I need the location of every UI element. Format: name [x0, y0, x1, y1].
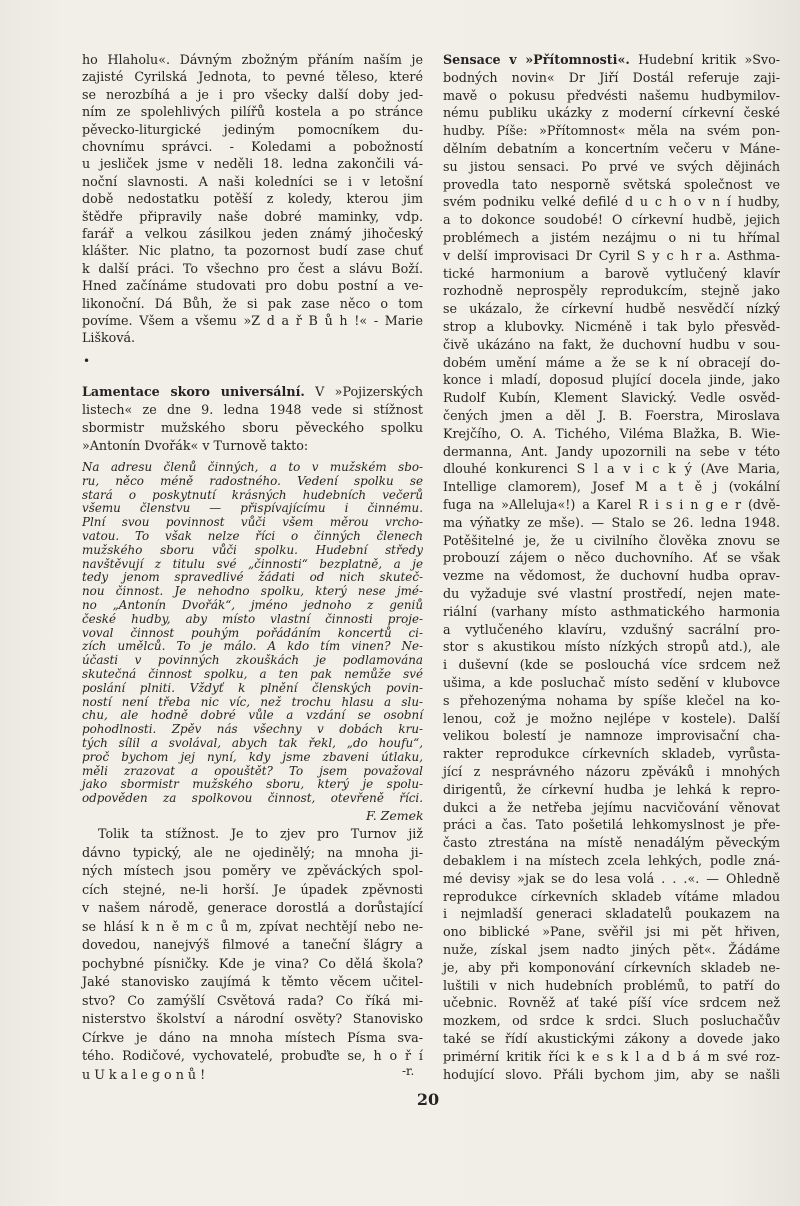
text-line — [443, 1031, 780, 1047]
line-text: učebnic. Rovněž ať také píší více srdcem než — [443, 995, 780, 1011]
text-line — [443, 995, 780, 1011]
line-text: povíme. Všem a všemu »Z d a ř B ů h !« - Marie — [82, 313, 423, 328]
text-line — [443, 70, 780, 86]
quote-line — [82, 501, 423, 515]
line-text: k další práci. To všechno pro čest a slávu Boží. — [82, 260, 423, 276]
text-line — [443, 1013, 780, 1029]
text-line — [82, 420, 423, 436]
text-line — [443, 283, 780, 299]
text-line — [443, 479, 780, 495]
line-text: proč bychom jej nyní, kdy jsme zbaveni útlaku, — [82, 749, 423, 764]
quote-line — [82, 515, 423, 529]
line-text: ušima, a kde posluchač místo sedění v klubovce — [443, 675, 780, 690]
text-line — [443, 817, 780, 833]
line-text: Tolik ta stížnost. Je to zjev pro Turnov již — [98, 826, 423, 841]
line-text: pohodlnosti. Zpěv nás všechny v dobách kru- — [82, 722, 423, 737]
text-line — [443, 212, 780, 228]
text-line — [443, 497, 780, 513]
text-line — [443, 426, 780, 442]
text-line — [82, 956, 423, 972]
text-line — [443, 141, 780, 157]
line-text: reprodukce církevních skladeb vítáme mladou — [443, 888, 780, 904]
text-line — [443, 390, 780, 406]
text-line — [82, 296, 423, 312]
line-text: klášter. Nic platno, ta pozornost budí zase chuť — [82, 243, 423, 259]
quote-line — [82, 598, 423, 612]
line-text: mé devisy »jak se do lesa volá . . .«. — Ohledně — [443, 870, 780, 886]
line-text: lenou, což je možno nejlépe v kostele). Další — [443, 710, 780, 726]
line-text: dirigentů, že církevní hudba je lehká k repro- — [443, 781, 780, 797]
text-line — [443, 177, 780, 193]
text-line — [82, 191, 423, 207]
text-line — [82, 993, 423, 1009]
line-text: likonoční. Dá Bůh, že si pak zase něco o tom — [82, 295, 423, 311]
quote-line — [82, 612, 423, 626]
line-text: nuže, získal jsem nadto jiných pět«. Žádáme — [443, 942, 780, 957]
text-line — [82, 882, 423, 898]
line-text: nisterstvo školství a národní osvěty? Stanovisko — [82, 1011, 423, 1026]
text-line — [82, 156, 423, 172]
line-text: se ukázalo, že církevní hudbě nesvědčí nízký — [443, 301, 780, 317]
text-line — [82, 226, 423, 242]
text-line — [443, 52, 780, 68]
line-text: nou činnost. Je nehodno spolku, který nese jmé- — [82, 584, 423, 599]
line-text: tedy jenom spravedlivé žádati od nich skuteč- — [82, 570, 423, 585]
line-text: vatou. To však nelze říci o činných členech — [82, 529, 423, 543]
line-text: listech« ze dne 9. ledna 1948 vede si stížnost — [82, 402, 423, 417]
line-text: mozkem, od srdce k srdci. Sluch posluchačův — [443, 1013, 780, 1029]
text-line — [82, 261, 423, 277]
line-text: Na adresu členů činných, a to v mužském sbo- — [82, 460, 423, 474]
line-text: dělním debatním a koncertním večeru v Máne- — [443, 141, 780, 156]
quote-line — [82, 626, 423, 640]
text-line — [443, 800, 780, 816]
line-text: tické harmonium a barově vytlučený klavír — [443, 265, 780, 281]
section-bullet: • — [83, 354, 91, 368]
line-text: Plní svou povinnost vůči všem měrou vrcho- — [82, 515, 423, 530]
text-line — [443, 711, 780, 727]
letter-signature: F. Zemek — [366, 808, 424, 823]
line-text: v našem národě, generace dorostlá a dorůstající — [82, 900, 423, 915]
line-text: Církve je dáno na mnoha místech Písma sva- — [82, 1029, 423, 1045]
text-line — [443, 194, 780, 210]
line-text: Potěšitelné je, že u civilního člověka znovu se — [443, 532, 780, 548]
text-line — [443, 355, 780, 371]
quote-line — [82, 488, 423, 502]
quote-line — [82, 777, 423, 791]
text-line — [443, 88, 780, 104]
line-text: velikou bolestí je namnoze improvisační cha- — [443, 728, 780, 744]
line-text: čivě ukázáno na fakt, že duchovní hudbu v sou- — [443, 336, 780, 352]
line-text: poslání plniti. Vždyť k plnění členských povin- — [82, 680, 423, 695]
text-line — [443, 728, 780, 744]
line-text: s přehozenýma nohama by spíše klečel na ko- — [443, 692, 780, 708]
line-text: cích stejné, ne-li horší. Je úpadek zpěvnosti — [82, 881, 423, 897]
text-line — [443, 871, 780, 887]
line-text: du vyžaduje své vlastní prostředí, nejen mate- — [443, 586, 780, 601]
text-line — [443, 515, 780, 531]
line-text: chu, ale hodně dobré vůle a vzdání se osobní — [82, 708, 423, 723]
quote-line — [82, 557, 423, 571]
section-heading: Lamentace skoro universální. — [82, 384, 305, 399]
text-line — [82, 863, 423, 879]
line-text: dermanna, Ant. Jandy upozornili na sebe v této — [443, 443, 780, 459]
quote-line — [82, 653, 423, 667]
text-line — [443, 978, 780, 994]
text-line — [443, 622, 780, 638]
text-line — [443, 906, 780, 922]
line-text: se nerozbíhá a je i pro všecky další doby jed- — [82, 86, 423, 102]
quote-line — [82, 750, 423, 764]
line-text: se hlásí k n ě m c ů m, zpívat nechtějí nebo ne- — [82, 918, 423, 934]
line-text: bodných novin« Dr Jiří Dostál referuje zaji- — [443, 69, 780, 85]
text-line — [443, 960, 780, 976]
line-text: dlouhé konkurenci S l a v i c k ý (Ave Maria, — [443, 461, 780, 477]
text-line — [443, 248, 780, 264]
line-text: problémech a jistém nezájmu o ni tu hřímal — [443, 230, 780, 245]
line-text: provedla tato nesporně světská společnost ve — [443, 176, 780, 192]
line-text: dukci a že netřeba jejímu nacvičování věnovat — [443, 799, 780, 815]
line-text: zajisté Cyrilská Jednota, to pevné těleso, které — [82, 69, 423, 85]
text-line — [82, 87, 423, 103]
line-text: ností není třeba nic víc, než trochu hlasu a slu- — [82, 694, 423, 709]
line-text: vezme na vědomost, že duchovní hudba oprav- — [443, 568, 780, 584]
line-text: jící z nesprávného názoru zpěváků i mnohých — [443, 764, 780, 779]
text-line — [82, 438, 423, 454]
line-text: i nejmladší generaci skladatelů poukazem na — [443, 906, 780, 922]
text-line — [82, 122, 423, 138]
line-text: nému publiku ukázky z moderní církevní české — [443, 105, 780, 121]
text-line — [443, 657, 780, 673]
section-heading: Sensace v »Přítomnosti«. — [443, 52, 630, 67]
line-text: luštili v nich hudebních problémů, to patří do — [443, 977, 780, 993]
line-text: ono biblické »Pane, svěřil jsi mi pět hřiven, — [443, 924, 780, 940]
line-text: hodující slovo. Přáli bychom jim, aby se našli — [443, 1066, 780, 1082]
line-text: tého. Rodičové, vychovatelé, probuďte se, h o ř í — [82, 1048, 423, 1063]
line-text: navštěvují z titulu své „činnosti“ bezplatně, a je — [82, 556, 423, 571]
line-text: sbormistr mužského sboru pěveckého spolku — [82, 420, 423, 435]
quote-line — [82, 543, 423, 557]
line-text: české hudby, aby místo vlastní činnosti proje- — [82, 611, 423, 626]
text-line — [443, 782, 780, 798]
line-text: Hudební kritik »Svo- — [629, 52, 780, 67]
text-line — [443, 372, 780, 388]
quote-line — [82, 667, 423, 681]
text-line — [443, 853, 780, 869]
text-line — [443, 924, 780, 940]
quote-line — [82, 764, 423, 778]
line-text: dovedou, nanejvýš filmové a taneční šlágry a — [82, 937, 423, 952]
line-text: mavě o pokusu předvésti našemu hudbymilov- — [443, 87, 780, 103]
line-text: svém podniku velké defilé d u c h o v n í hudby, — [443, 194, 780, 210]
line-text: také se řídí akustickými zákony a dovede jako — [443, 1031, 780, 1046]
text-line — [82, 974, 423, 990]
text-line — [443, 746, 780, 762]
line-text: ma výňatky ze mše). — Stalo se 26. ledna 1948. — [443, 514, 780, 530]
quote-line — [82, 570, 423, 584]
line-text: su jistou sensaci. Po prvé ve svých dějinách — [443, 158, 780, 174]
text-line — [443, 301, 780, 317]
text-line — [82, 278, 423, 294]
line-text: probouzí zájem o něco duchovního. Ať se však — [443, 550, 780, 566]
quote-line — [82, 584, 423, 598]
text-line — [82, 384, 423, 400]
text-line — [443, 889, 780, 905]
quote-line — [82, 722, 423, 736]
line-text: debaklem i na místech zcela lehkých, podle zná- — [443, 853, 780, 868]
text-line — [443, 835, 780, 851]
text-line — [82, 174, 423, 190]
line-text: rakter reprodukce církevních skladeb, vyrůsta- — [443, 746, 780, 762]
line-text: rozhodně neprospěly reprodukcím, stejně jako — [443, 283, 780, 299]
text-line — [443, 675, 780, 691]
text-line — [443, 1049, 780, 1065]
text-line — [443, 639, 780, 655]
text-line — [82, 1048, 423, 1064]
text-line — [82, 1011, 423, 1027]
quote-line — [82, 460, 423, 474]
text-line — [443, 444, 780, 460]
quote-line — [82, 695, 423, 709]
line-text: době nedostatku potěší z koledy, kterou jim — [82, 191, 423, 207]
text-line — [443, 105, 780, 121]
line-text: skutečná činnost spolku, a ten pak nemůže své — [82, 667, 423, 681]
text-line — [82, 139, 423, 155]
text-line — [82, 209, 423, 225]
line-text: u U k a l e g o n ů ! — [82, 1066, 206, 1082]
text-line — [443, 693, 780, 709]
line-text: Jaké stanovisko zaujímá k těmto věcem učitel- — [82, 974, 423, 989]
line-text: mužského sboru vůči spolku. Hudební středy — [82, 542, 423, 557]
line-text: V »Pojizerských — [304, 384, 423, 399]
text-line — [443, 604, 780, 620]
line-text: stará o poskytnutí krásných hudebních večerů — [82, 487, 423, 502]
text-line — [443, 319, 780, 335]
line-text: »Antonín Dvořák« v Turnově takto: — [82, 438, 309, 453]
text-line — [82, 243, 423, 259]
quote-line — [82, 791, 423, 805]
line-text: stor s akustikou místo nízkých stropů atd.), ale — [443, 639, 780, 655]
text-line — [82, 937, 423, 953]
text-line — [98, 826, 423, 842]
text-line — [82, 402, 423, 418]
line-text: zích umělců. To je málo. A kdo tím vinen? Ne- — [82, 639, 423, 654]
text-line — [443, 1067, 780, 1083]
line-text: ho Hlaholu«. Dávným zbožným přáním naším je — [82, 52, 423, 67]
line-text: je, aby při komponování církevních skladeb ne- — [443, 959, 780, 975]
quote-line — [82, 474, 423, 488]
text-line — [443, 568, 780, 584]
text-line — [443, 230, 780, 246]
page-number: 20 — [416, 1090, 440, 1109]
line-text: v delší improvisaci Dr Cyril S y c h r a. Asthma- — [443, 247, 780, 263]
line-text: štědře připravily naše dobré maminky, vdp. — [82, 208, 423, 224]
text-line — [82, 1030, 423, 1046]
line-text: všemu členstvu — přispívajícímu i činnému. — [82, 501, 423, 516]
line-text: hudby. Píše: »Přítomnost« měla na svém pon- — [443, 123, 780, 139]
commentary-signature: -r. — [402, 1064, 415, 1078]
quote-line — [82, 736, 423, 750]
line-text: voval činnost pouhým pořádáním koncertů ci- — [82, 625, 423, 640]
text-line — [82, 104, 423, 120]
line-text: účasti v povinných zkouškách je podlamována — [82, 653, 423, 668]
text-line — [443, 550, 780, 566]
line-text: farář a velkou zásilkou jeden známý jihočeský — [82, 226, 423, 241]
text-line — [443, 764, 780, 780]
line-text: u jesliček jsme v neděli 18. ledna zakončili vá- — [82, 156, 423, 172]
text-line — [82, 1067, 423, 1083]
quote-line — [82, 529, 423, 543]
line-text: pochybné písničky. Kde je vina? Co dělá škola? — [82, 955, 423, 971]
line-text: strop a klubovky. Nicméně i tak bylo přesvěd- — [443, 319, 780, 334]
line-text: Krejčího, O. A. Tichého, Viléma Blažka, B. Wie- — [443, 425, 780, 441]
text-line — [82, 313, 423, 329]
line-text: pěvecko-liturgické jediným pomocníkem du- — [82, 121, 423, 137]
line-text: ných místech jsou poměry ve zpěváckých spol- — [82, 863, 423, 878]
quote-line — [82, 681, 423, 695]
line-text: měli zrazovat a opouštět? To jsem považoval — [82, 763, 423, 778]
line-text: a to dokonce soudobé! O církevní hudbě, jejich — [443, 212, 780, 228]
line-text: odpověden za spolkovou činnost, otevřeně říci. — [82, 791, 423, 806]
quote-line — [82, 708, 423, 722]
line-text: často ztrestána na místě nenadálým pěveckým — [443, 835, 780, 851]
quote-line — [82, 639, 423, 653]
line-text: noční slavnosti. A naši koledníci se i v letošní — [82, 173, 423, 189]
line-text: Lišková. — [82, 330, 136, 346]
line-text: riální (varhany místo asthmatického harmonia — [443, 603, 780, 619]
text-line — [443, 159, 780, 175]
line-text: ru, něco méně radostného. Vedení spolku se — [82, 473, 423, 488]
line-text: i duševní (kde se poslouchá více srdcem než — [443, 657, 780, 673]
text-line — [443, 461, 780, 477]
line-text: dobém umění máme a že se k ní obracejí do- — [443, 354, 780, 370]
line-text: jako sbormistr mužského sboru, který je spolu- — [82, 777, 423, 792]
text-line — [82, 919, 423, 935]
line-text: Intellige clamorem), Josef M a t ě j (vokální — [443, 479, 780, 495]
line-text: čených jmen a děl J. B. Foerstra, Miroslava — [443, 408, 780, 423]
text-line — [443, 266, 780, 282]
text-line — [82, 845, 423, 861]
text-line — [443, 586, 780, 602]
line-text: stvo? Co zamýšlí Csvětová rada? Co říká mi- — [82, 992, 423, 1008]
text-line — [443, 123, 780, 139]
line-text: fuga na »Alleluja«!) a Karel R i s i n g e r (dvě- — [443, 497, 780, 512]
line-text: a vytlučeného klavíru, vzdušný sacrální pro- — [443, 621, 780, 637]
text-line — [443, 408, 780, 424]
text-line — [443, 942, 780, 958]
line-text: konce i mladí, doposud plující docela jinde, jako — [443, 372, 780, 388]
line-text: primérní kritik říci k e s k l a d b á m své roz- — [443, 1048, 780, 1064]
line-text: práci a čas. Tato pošetilá lehkomyslnost je pře- — [443, 817, 780, 833]
text-line — [443, 533, 780, 549]
line-text: dávno typický, ale ne ojedinělý; na mnoha ji- — [82, 844, 423, 860]
text-line — [443, 337, 780, 353]
text-line — [82, 900, 423, 916]
line-text: ním ze spolehlivých pilířů kostela a po stránce — [82, 104, 423, 120]
text-line — [82, 330, 423, 346]
line-text: Hned začínáme studovati pro dobu postní a ve- — [82, 278, 423, 294]
line-text: chovnímu správci. - Koledami a pobožností — [82, 139, 423, 154]
line-text: Rudolf Kubín, Klement Slavický. Vedle osvěd- — [443, 390, 780, 406]
line-text: tých sílil a svolával, abych tak řekl, „do houfu“, — [82, 736, 423, 750]
line-text: no „Antonín Dvořák“, jméno jednoho z geniů — [82, 598, 423, 612]
text-line — [82, 69, 423, 85]
text-line — [82, 52, 423, 68]
